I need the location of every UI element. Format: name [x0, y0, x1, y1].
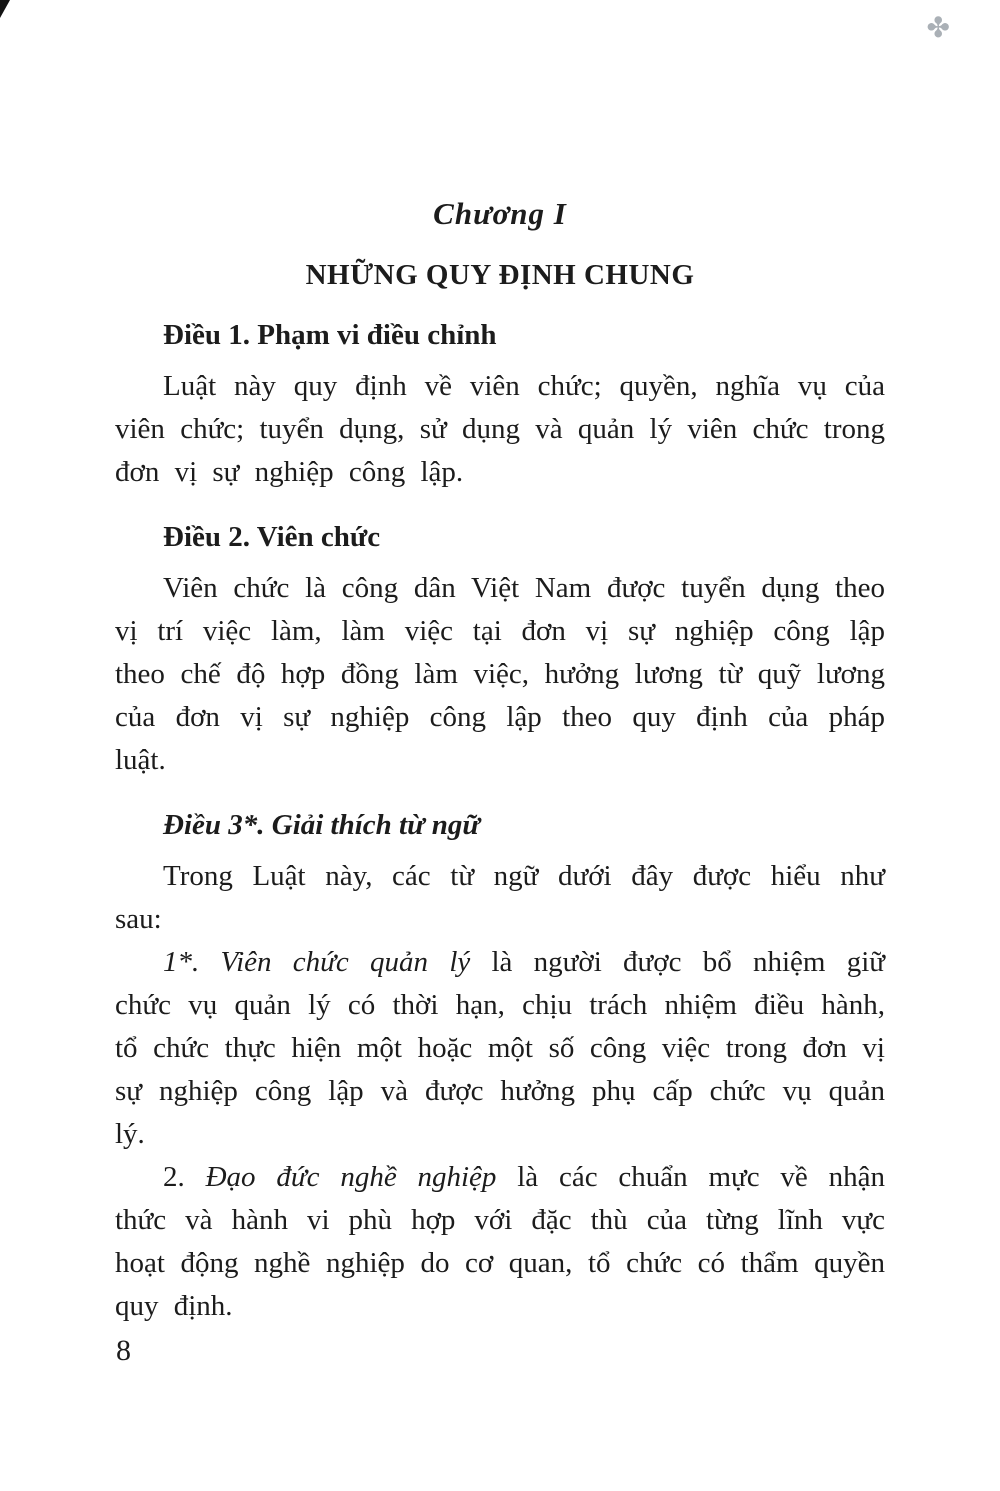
clause-number: 2.: [163, 1161, 206, 1193]
paragraph-text: là các chuẩn mực về nhận thức và hành vi phù hợp với đặc thù của từng lĩnh vực hoạt động nghề nghiệp do cơ quan, tổ chức có thẩm quyền quy định.: [115, 1161, 885, 1322]
flower-ornament-icon: ✤: [926, 11, 950, 44]
paragraph-text: Luật này quy định về viên chức; quyền, nghĩa vụ của viên chức; tuyển dụng, sử dụng và quản lý viên chức trong đơn vị sự nghiệp công lập.: [115, 370, 885, 488]
chapter-title: NHỮNG QUY ĐỊNH CHUNG: [305, 259, 695, 291]
article-1: [115, 319, 885, 494]
article-1-heading: Điều 1. Phạm vi điều chỉnh: [163, 319, 497, 351]
article-3: [115, 809, 885, 1328]
article-2-heading: Điều 2. Viên chức: [163, 521, 381, 553]
article-3-heading: Điều 3*. Giải thích từ ngữ: [163, 809, 480, 841]
article-1-paragraph: [115, 365, 885, 494]
paragraph-text: Viên chức là công dân Việt Nam được tuyển dụng theo vị trí việc làm, làm việc tại đơn vị sự nghiệp công lập theo chế độ hợp đồng làm việc, hưởng lương từ quỹ lương của đơn vị sự nghiệp công lập theo quy định của pháp luật.: [115, 572, 885, 776]
page-number: 8: [116, 1334, 131, 1367]
paragraph-text: là người được bổ nhiệm giữ chức vụ quản lý có thời hạn, chịu trách nhiệm điều hành, tổ chức thực hiện một hoặc một số công việc trong đơn vị sự nghiệp công lập và được hưởng phụ cấp chức vụ quản lý.: [115, 946, 885, 1150]
article-3-clause-2: [115, 1156, 885, 1328]
article-2-paragraph: [115, 567, 885, 782]
chapter-label: Chương I: [433, 196, 567, 231]
article-2: [115, 521, 885, 782]
article-3-intro-paragraph: [115, 855, 885, 941]
article-3-clause-1: [115, 941, 885, 1156]
paragraph-text: Trong Luật này, các từ ngữ dưới đây được hiểu như sau:: [115, 860, 885, 935]
defined-term: 1*. Viên chức quản lý: [163, 946, 471, 978]
defined-term: Đạo đức nghề nghiệp: [205, 1161, 497, 1193]
